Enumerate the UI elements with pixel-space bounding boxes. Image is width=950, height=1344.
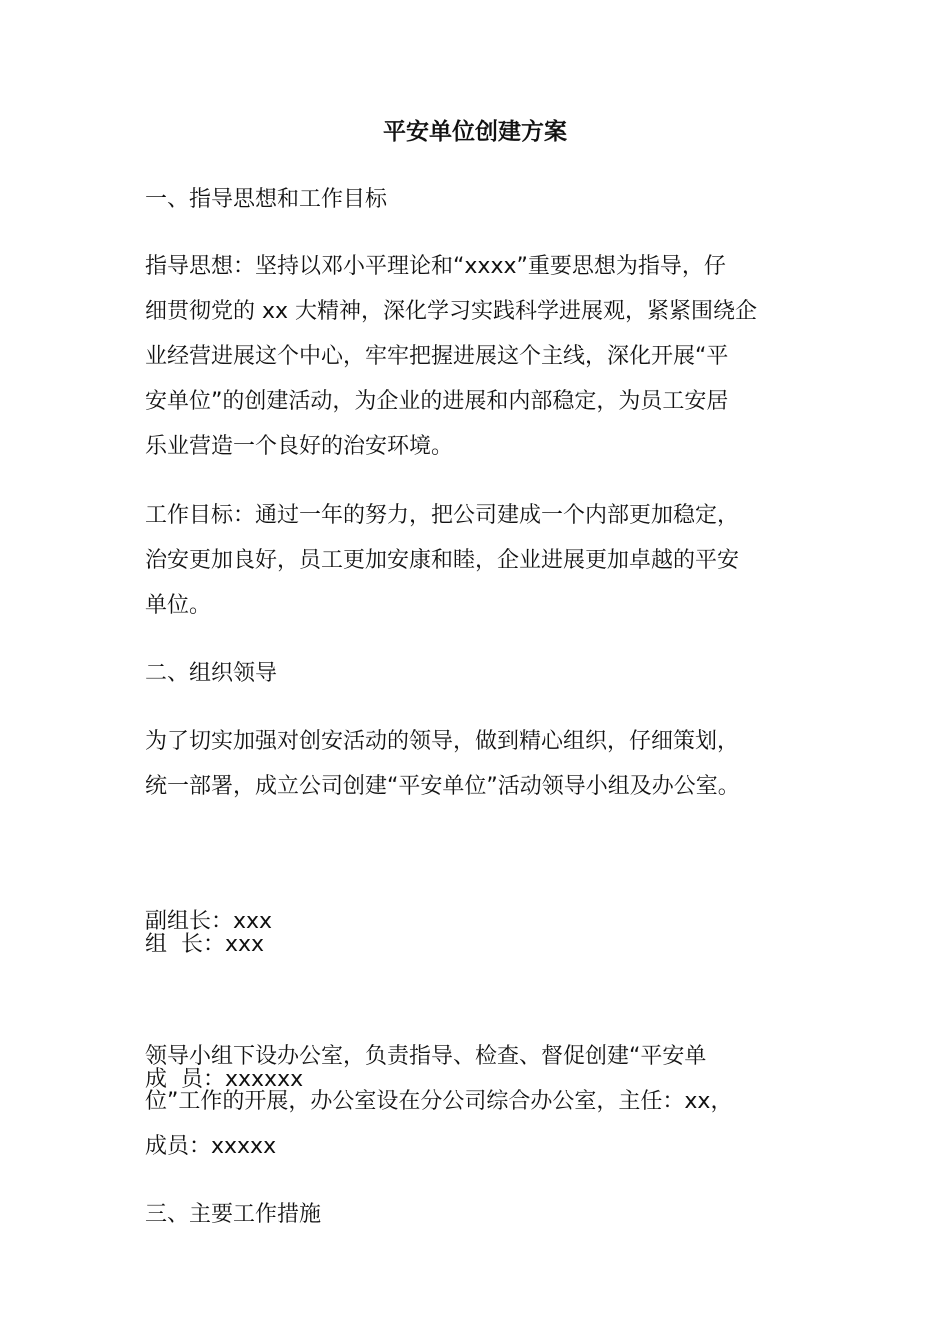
organization-paragraph	[145, 719, 825, 809]
leader-text: 组 长：xxx	[145, 932, 265, 957]
deputy-leader-line	[145, 899, 825, 944]
section-heading-3	[145, 1192, 825, 1237]
office-paragraph	[145, 1034, 825, 1169]
paragraph-line: 指导思想：坚持以邓小平理论和“xxxx”重要思想为指导，仔	[145, 254, 726, 279]
section-heading-2	[145, 651, 825, 696]
paragraph-line: 成员：xxxxx	[145, 1134, 277, 1159]
paragraph-line: 乐业营造一个良好的治安环境。	[145, 434, 454, 459]
guiding-thought-paragraph	[145, 244, 825, 469]
paragraph-line: 安单位”的创建活动，为企业的进展和内部稳定，为员工安居	[145, 389, 729, 414]
paragraph-line: 单位。	[145, 593, 212, 618]
paragraph-line: 治安更加良好，员工更加安康和睦，企业进展更加卓越的平安	[145, 548, 740, 573]
document-title: 平安单位创建方案	[383, 119, 567, 145]
heading-text: 三、主要工作措施	[145, 1202, 322, 1227]
member-text: 成 员：xxxxxx	[145, 1067, 304, 1092]
section-heading-1	[145, 177, 825, 222]
paragraph-line: 统一部署，成立公司创建“平安单位”活动领导小组及办公室。	[145, 774, 740, 799]
paragraph-line: 工作目标：通过一年的努力，把公司建成一个内部更加稳定，	[145, 503, 740, 528]
paragraph-line: 业经营进展这个中心，牢牢把握进展这个主线，深化开展“平	[145, 344, 729, 369]
paragraph-line: 细贯彻党的 xx 大精神，深化学习实践科学进展观，紧紧围绕企	[145, 299, 758, 324]
paragraph-line: 领导小组下设办公室，负责指导、检查、督促创建“平安单	[145, 1044, 707, 1069]
heading-text: 一、指导思想和工作目标	[145, 187, 388, 212]
heading-text: 二、组织领导	[145, 661, 278, 686]
paragraph-line: 为了切实加强对创安活动的领导，做到精心组织，仔细策划，	[145, 729, 740, 754]
deputy-text: 副组长：xxx	[145, 909, 273, 934]
paragraph-line: 位”工作的开展，办公室设在分公司综合办公室，主任：xx，	[145, 1089, 733, 1114]
work-goal-paragraph	[145, 493, 825, 628]
